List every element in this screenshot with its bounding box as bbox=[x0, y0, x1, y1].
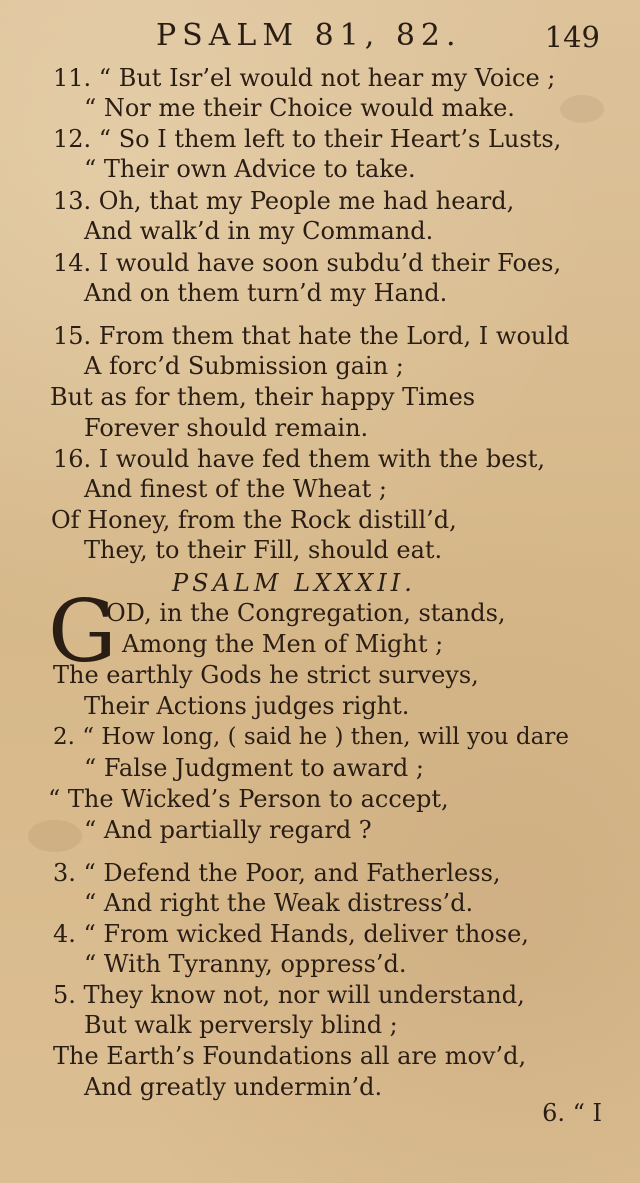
verse-line: The Earth’s Foundations all are mov’d, bbox=[53, 1042, 527, 1070]
verse-line: 2. “ How long, ( said he ) then, will you dare bbox=[53, 724, 569, 750]
page-number: 149 bbox=[544, 20, 600, 54]
verse-line: A forc’d Submission gain ; bbox=[84, 352, 404, 380]
verse-line: But walk perversly blind ; bbox=[84, 1011, 398, 1039]
verse-line: The earthly Gods he strict surveys, bbox=[53, 661, 479, 689]
verse-line: Forever should remain. bbox=[84, 414, 369, 442]
verse-line: “ And partially regard ? bbox=[84, 816, 372, 844]
verse-line: 16. I would have fed them with the best, bbox=[53, 445, 545, 473]
verse-line: 14. I would have soon subdu’d their Foes, bbox=[53, 249, 562, 277]
verse-line: “ Their own Advice to take. bbox=[84, 155, 416, 183]
verse-line: “ The Wicked’s Person to accept, bbox=[48, 785, 449, 813]
running-head: PSALM 81, 82. bbox=[156, 18, 462, 53]
catchword: 6. “ I bbox=[542, 1099, 602, 1127]
verse-line: “ Nor me their Choice would make. bbox=[84, 94, 515, 122]
drop-cap: G bbox=[48, 582, 117, 682]
verse-line: Among the Men of Might ; bbox=[122, 630, 444, 658]
verse-line: And greatly undermin’d. bbox=[84, 1073, 383, 1101]
psalm-title: PSALM LXXXII. bbox=[172, 569, 416, 597]
page-header bbox=[0, 18, 640, 58]
verse-line: “ And right the Weak distress’d. bbox=[84, 889, 474, 917]
verse-line: 11. “ But Isr’el would not hear my Voice ; bbox=[53, 64, 556, 92]
verse-line: “ False Judgment to award ; bbox=[84, 754, 424, 782]
verse-line: Of Honey, from the Rock distill’d, bbox=[51, 506, 457, 534]
verse-line: OD, in the Congregation, stands, bbox=[106, 599, 506, 627]
verse-line: Their Actions judges right. bbox=[84, 692, 410, 720]
verse-line: 13. Oh, that my People me had heard, bbox=[53, 187, 515, 215]
verse-line: 4. “ From wicked Hands, deliver those, bbox=[53, 920, 529, 948]
psalm-text bbox=[0, 58, 640, 1148]
verse-line: 12. “ So I them left to their Heart’s Lusts, bbox=[53, 125, 562, 153]
verse-line: 3. “ Defend the Poor, and Fatherless, bbox=[53, 859, 501, 887]
verse-line: But as for them, their happy Times bbox=[50, 383, 476, 411]
verse-line: 5. They know not, nor will understand, bbox=[53, 981, 525, 1009]
verse-line: 15. From them that hate the Lord, I would bbox=[53, 322, 570, 350]
verse-line: And on them turn’d my Hand. bbox=[84, 279, 448, 307]
verse-line: And walk’d in my Command. bbox=[84, 217, 434, 245]
verse-line: “ With Tyranny, oppress’d. bbox=[84, 950, 407, 978]
verse-line: They, to their Fill, should eat. bbox=[84, 536, 443, 564]
verse-line: And finest of the Wheat ; bbox=[84, 475, 387, 503]
